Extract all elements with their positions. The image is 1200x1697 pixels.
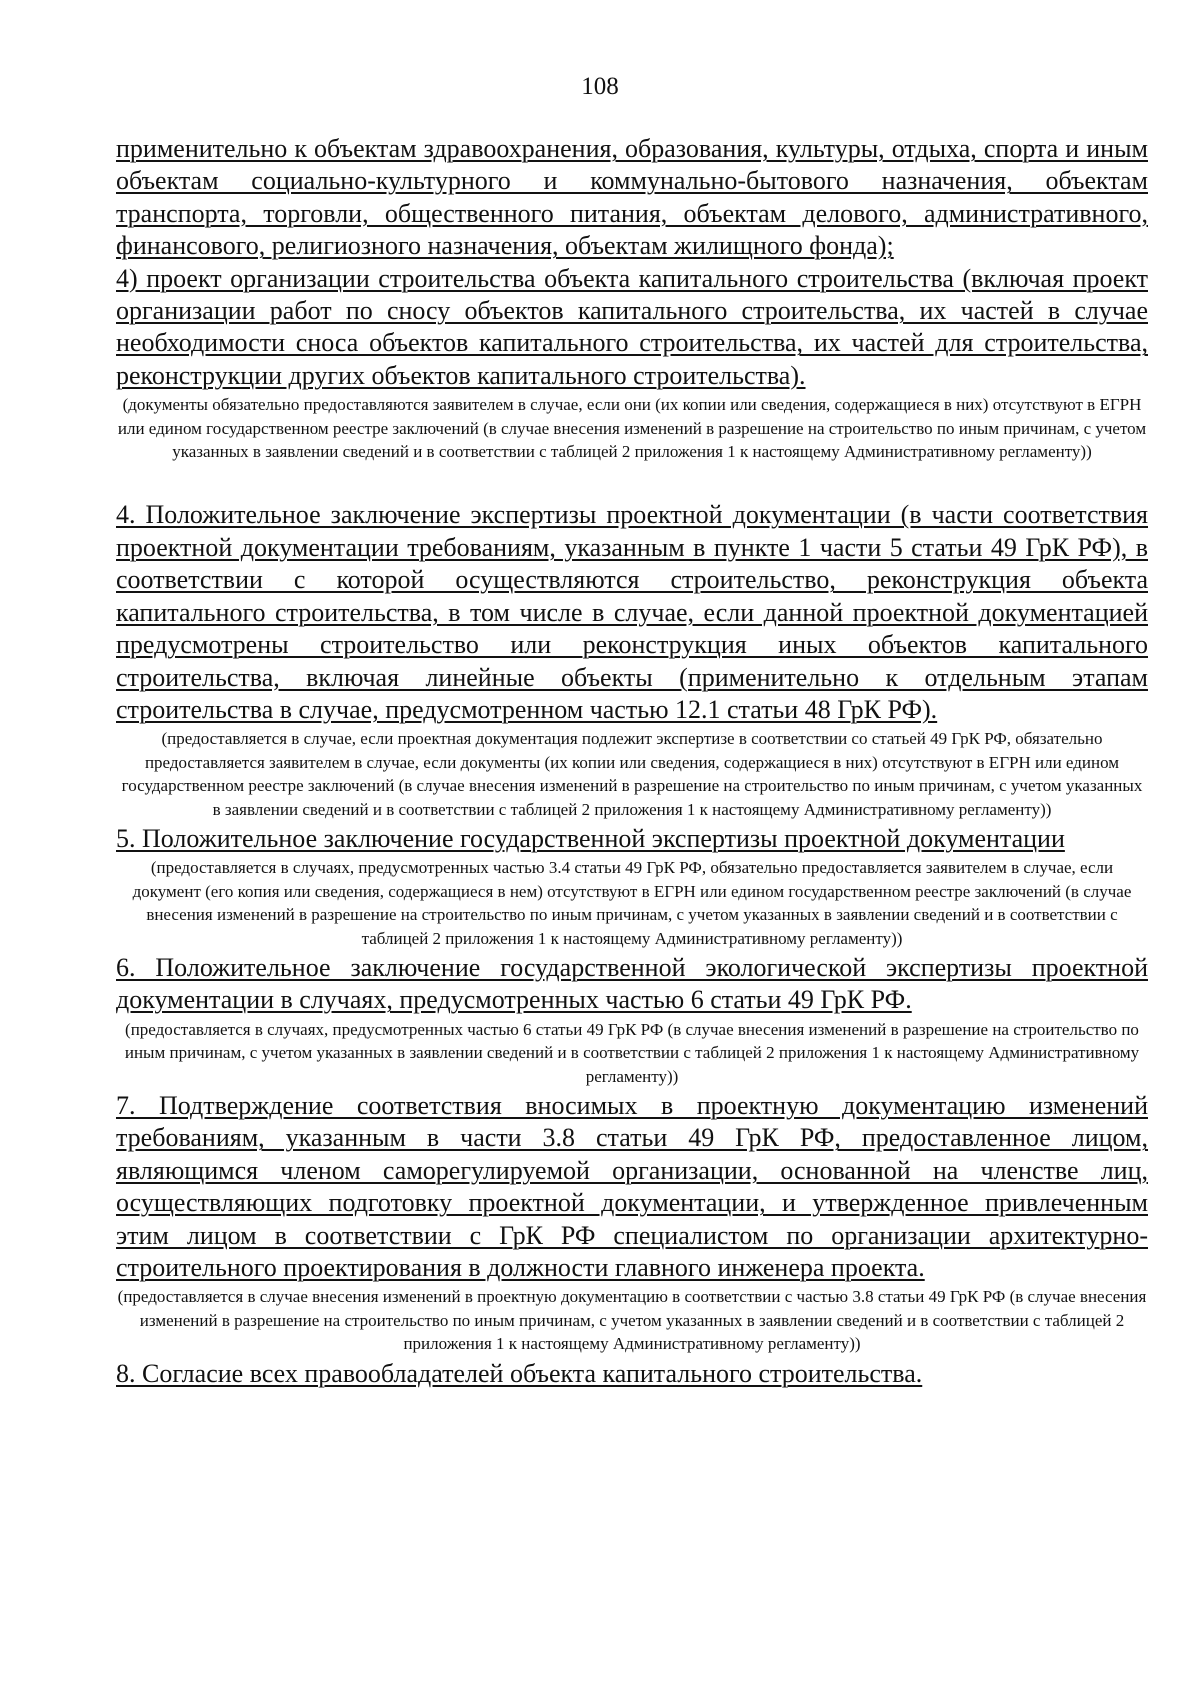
paragraph-item-5: 5. Положительное заключение государственной экспертизы проектной документации: [116, 823, 1065, 853]
note-item-6: (предоставляется в случаях, предусмотренных частью 6 статьи 49 ГрК РФ (в случае внесения изменений в разрешение на строительство по иным причинам, с учетом указанных в заявлении сведений и в соответствии с таблицей 2 приложения 1 к настоящему Административному регламенту)): [124, 1019, 1140, 1086]
paragraph-item-4-project-organization: 4) проект организации строительства объекта капитального строительства (включая проект организации работ по сносу объектов капитального строительства, их частей в случае необходимости сноса объектов капитального строительства, их частей для строительства, реконструкции других объектов капитального строительства).: [116, 263, 1148, 390]
paragraph-item-7: 7. Подтверждение соответствия вносимых в проектную документацию изменений требованиям, указанным в части 3.8 статьи 49 ГрК РФ, предоставленное лицом, являющимся членом саморегулируемой организации, основанной на членстве лиц, осуществляющих подготовку проектной документации, и утвержденное привлеченным этим лицом в соответствии с ГрК РФ специалистом по организации архитектурно-строительного проектирования в должности главного инженера проекта.: [116, 1091, 1148, 1283]
note-item-3: (документы обязательно предоставляются заявителем в случае, если они (их копии или сведения, содержащиеся в них) отсутствуют в ЕГРН или едином государственном реестре заключений (в случае внесения изменений в разрешение на строительство по иным причинам, с учетом указанных в заявлении сведений и в соответствии с таблицей 2 приложения 1 к настоящему Административному регламенту)): [117, 395, 1147, 462]
note-item-4: (предоставляется в случае, если проектная документация подлежит экспертизе в соответствии со статьей 49 ГрК РФ, обязательно предоставляется заявителем в случае, если документы (их копии или сведения, содержащиеся в них) отсутствуют в ЕГРН или едином государственном реестре заключений (в случае внесения изменений в разрешение на строительство по иным причинам, с учетом указанных в заявлении сведений и в соответствии с таблицей 2 приложения 1 к настоящему Административному регламенту)): [121, 729, 1143, 819]
page-number: 108: [581, 73, 619, 100]
note-item-7: (предоставляется в случае внесения изменений в проектную документацию в соответствии с частью 3.8 статьи 49 ГрК РФ (в случае внесения изменений в разрешение на строительство по иным причинам, с учетом указанных в заявлении сведений и в соответствии с таблицей 2 приложения 1 к настоящему Административному регламенту)): [117, 1287, 1147, 1354]
paragraph-continuation: применительно к объектам здравоохранения, образования, культуры, отдыха, спорта и иным объектам социально-культурного и коммунально-бытового назначения, объектам транспорта, торговли, общественного питания, объектам делового, административного, финансового, религиозного назначения, объектам жилищного фонда);: [116, 134, 1148, 261]
paragraph-item-4: 4. Положительное заключение экспертизы проектной документации (в части соответствия проектной документации требованиям, указанным в пункте 1 части 5 статьи 49 ГрК РФ), в соответствии с которой осуществляются строительство, реконструкция объекта капитального строительства, в том числе в случае, если данной проектной документацией предусмотрены строительство или реконструкция иных объектов капитального строительства, включая линейные объекты (применительно к отдельным этапам строительства в случае, предусмотренном частью 12.1 статьи 48 ГрК РФ).: [116, 500, 1148, 724]
document-body: [116, 133, 1148, 1390]
note-item-5: (предоставляется в случаях, предусмотренных частью 3.4 статьи 49 ГрК РФ, обязательно предоставляется заявителем в случае, если документ (его копия или сведения, содержащиеся в нем) отсутствуют в ЕГРН или едином государственном реестре заключений (в случае внесения изменений в разрешение на строительство по иным причинам, с учетом указанных в заявлении сведений и в соответствии с таблицей 2 приложения 1 к настоящему Административному регламенту)): [132, 858, 1132, 948]
paragraph-item-6: 6. Положительное заключение государственной экологической экспертизы проектной документации в случаях, предусмотренных частью 6 статьи 49 ГрК РФ.: [116, 952, 1148, 1015]
paragraph-item-8: 8. Согласие всех правообладателей объекта капитального строительства.: [116, 1358, 923, 1388]
